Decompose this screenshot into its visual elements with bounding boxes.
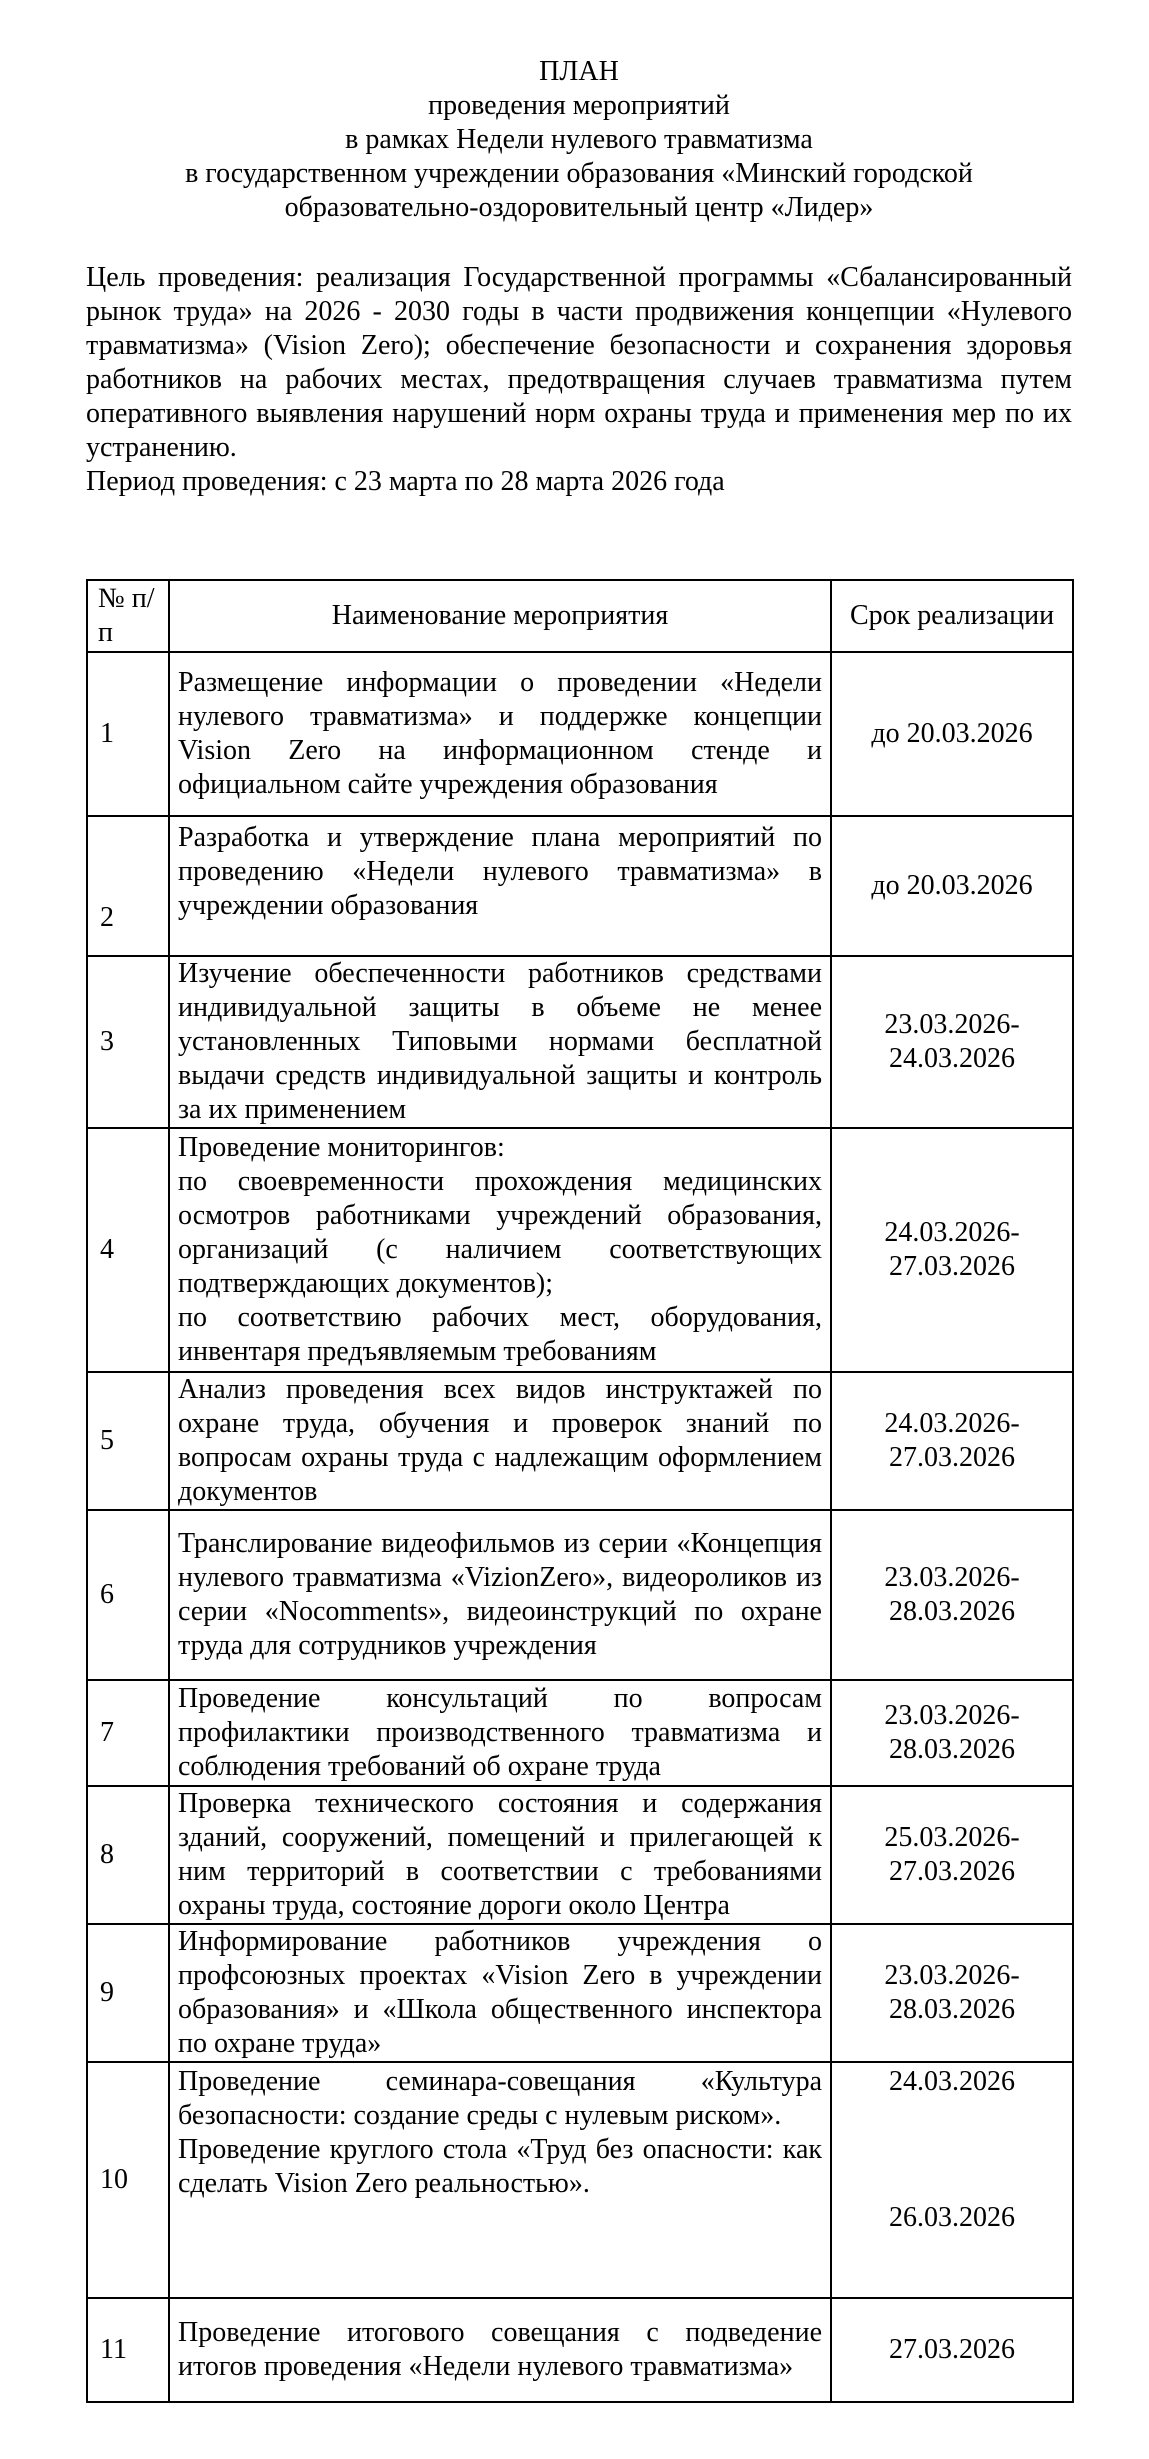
document-title	[86, 55, 1072, 225]
table-row	[87, 1128, 1073, 1372]
table-row	[87, 1786, 1073, 1924]
header-name: Наименование мероприятия	[169, 580, 831, 652]
row-name: Проверка технического состояния и содержания зданий, сооружений, помещений и прилегающей к ним территорий в соответствии с требованиями охраны труда, состояние дороги около Центра	[169, 1786, 831, 1924]
goal-paragraph: Цель проведения: реализация Государственной программы «Сбалансированный рынок труда» на 2026 - 2030 годы в части продвижения концепции «Нулевого травматизма» (Vision Zero); обеспечение безопасности и сохранения здоровья работников на рабочих местах, предотвращения случаев травматизма путем оперативного выявления нарушений норм охраны труда и применения мер по их устранению.	[86, 262, 1072, 463]
period-paragraph: Период проведения: с 23 марта по 28 марта 2026 года	[86, 466, 725, 497]
row-term: до 20.03.2026	[831, 816, 1073, 956]
row-name: Транслирование видеофильмов из серии «Концепция нулевого травматизма «VizionZero», видеороликов из серии «Nocomments», видеоинструкций по охране труда для сотрудников учреждения	[169, 1510, 831, 1680]
row-num: 5	[87, 1372, 169, 1510]
row-name-line: Проведение мониторингов:	[178, 1132, 505, 1163]
row-num: 3	[87, 956, 169, 1128]
row-name: Анализ проведения всех видов инструктажей по охране труда, обучения и проверок знаний по вопросам охраны труда с надлежащим оформлением документов	[169, 1372, 831, 1510]
header-term: Срок реализации	[831, 580, 1073, 652]
row-num: 7	[87, 1680, 169, 1786]
row-name-line: Проведение круглого стола «Труд без опасности: как сделать Vision Zero реальностью».	[178, 2134, 822, 2199]
row-name	[169, 1128, 831, 1372]
table-row	[87, 2062, 1073, 2298]
row-term: 25.03.2026-27.03.2026	[831, 1786, 1073, 1924]
row-term: 23.03.2026-28.03.2026	[831, 1924, 1073, 2062]
row-term-line: 26.03.2026	[889, 2202, 1015, 2233]
table-row	[87, 956, 1073, 1128]
row-name: Информирование работников учреждения о профсоюзных проектах «Vision Zero в учреждении образования» и «Школа общественного инспектора по охране труда»	[169, 1924, 831, 2062]
row-term	[831, 2062, 1073, 2298]
row-name: Проведение консультаций по вопросам профилактики производственного травматизма и соблюдения требований об охране труда	[169, 1680, 831, 1786]
row-term: 23.03.2026-24.03.2026	[831, 956, 1073, 1128]
table-row	[87, 1510, 1073, 1680]
row-num: 8	[87, 1786, 169, 1924]
document-page	[86, 55, 1072, 499]
row-num: 1	[87, 652, 169, 816]
row-name: Проведение итогового совещания с подведение итогов проведения «Недели нулевого травматизма»	[169, 2298, 831, 2402]
row-term: 23.03.2026-28.03.2026	[831, 1510, 1073, 1680]
row-num: 11	[87, 2298, 169, 2402]
row-term: 23.03.2026-28.03.2026	[831, 1680, 1073, 1786]
row-name-line: Проведение семинара-совещания «Культура безопасности: создание среды с нулевым риском».	[178, 2066, 822, 2131]
table-row	[87, 1680, 1073, 1786]
title-line: в рамках Недели нулевого травматизма	[345, 124, 813, 155]
title-line: образовательно-оздоровительный центр «Лидер»	[284, 192, 874, 223]
table-row	[87, 1372, 1073, 1510]
header-num: № п/п	[87, 580, 169, 652]
table-header-row	[87, 580, 1073, 652]
row-term: 24.03.2026-27.03.2026	[831, 1128, 1073, 1372]
row-num: 4	[87, 1128, 169, 1372]
title-line: проведения мероприятий	[428, 90, 730, 121]
row-name	[169, 2062, 831, 2298]
row-num: 2	[87, 816, 169, 956]
row-num: 10	[87, 2062, 169, 2298]
row-term: 27.03.2026	[831, 2298, 1073, 2402]
table-row	[87, 816, 1073, 956]
row-num: 9	[87, 1924, 169, 2062]
events-table	[86, 579, 1074, 2403]
row-name: Размещение информации о проведении «Недели нулевого травматизма» и поддержке концепции Vision Zero на информационном стенде и официальном сайте учреждения образования	[169, 652, 831, 816]
row-name-line: по своевременности прохождения медицинских осмотров работниками учреждений образования, организаций (с наличием соответствующих подтверждающих документов);	[178, 1166, 822, 1299]
row-name-line: по соответствию рабочих мест, оборудования, инвентаря предъявляемым требованиям	[178, 1302, 822, 1367]
row-name: Разработка и утверждение плана мероприятий по проведению «Недели нулевого травматизма» в учреждении образования	[169, 816, 831, 956]
intro-section	[86, 261, 1072, 499]
row-term-line: 24.03.2026	[889, 2066, 1015, 2097]
row-term: до 20.03.2026	[831, 652, 1073, 816]
table-row	[87, 2298, 1073, 2402]
title-line: в государственном учреждении образования «Минский городской	[185, 158, 973, 189]
row-name: Изучение обеспеченности работников средствами индивидуальной защиты в объеме не менее установленных Типовыми нормами бесплатной выдачи средств индивидуальной защиты и контроль за их применением	[169, 956, 831, 1128]
title-line: ПЛАН	[539, 56, 619, 87]
table-row	[87, 1924, 1073, 2062]
row-term: 24.03.2026-27.03.2026	[831, 1372, 1073, 1510]
table-row	[87, 652, 1073, 816]
row-num: 6	[87, 1510, 169, 1680]
